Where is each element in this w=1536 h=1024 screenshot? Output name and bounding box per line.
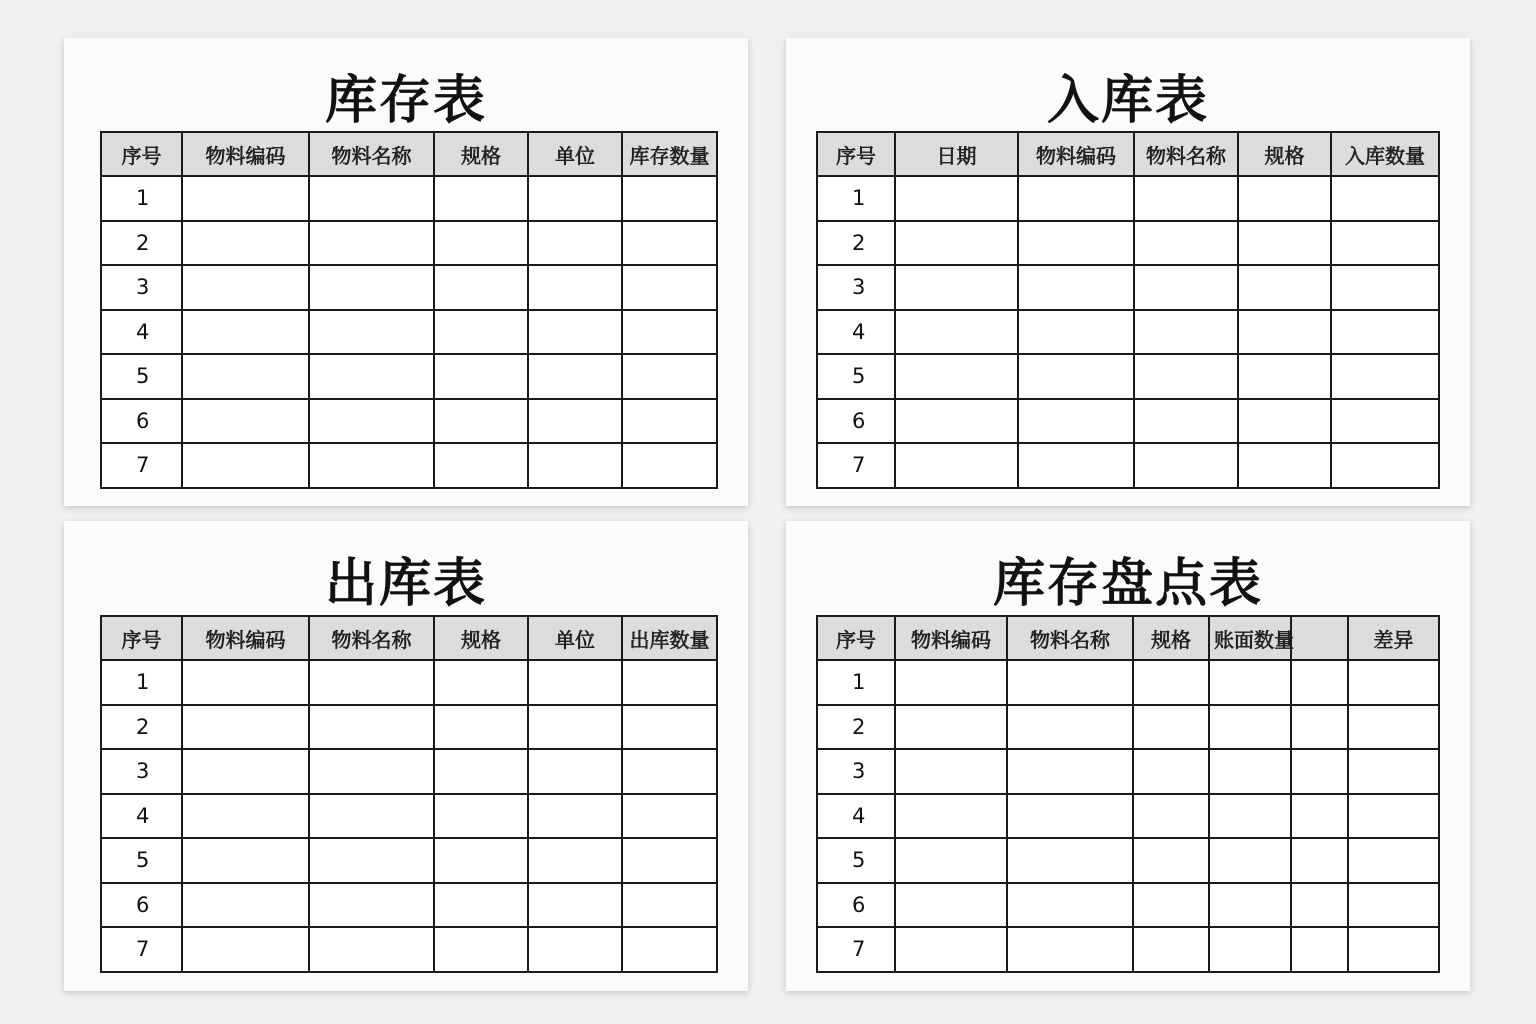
- table-cell[interactable]: [182, 354, 309, 399]
- table-row: [817, 399, 1439, 444]
- table-cell[interactable]: [895, 794, 1007, 839]
- table-row: [817, 794, 1439, 839]
- column-header: 物料编码: [182, 616, 309, 660]
- table-cell[interactable]: [528, 660, 622, 705]
- table-row: [101, 794, 717, 839]
- table-cell[interactable]: [1331, 443, 1439, 488]
- row-number: 5: [101, 838, 182, 883]
- table-cell[interactable]: [1348, 749, 1439, 794]
- table-cell[interactable]: [1291, 838, 1348, 883]
- table-cell[interactable]: [434, 794, 528, 839]
- table-cell[interactable]: [528, 794, 622, 839]
- stocktake-sheet: [786, 521, 1470, 991]
- sheet-title: 出库表: [324, 554, 487, 614]
- table-header-row: [817, 132, 1439, 176]
- row-number: 4: [817, 794, 895, 839]
- table-cell[interactable]: [1133, 749, 1209, 794]
- stock-in-sheet: [786, 38, 1470, 506]
- table-cell[interactable]: [622, 176, 717, 221]
- column-header: 单位: [528, 616, 622, 660]
- table-cell[interactable]: [309, 176, 434, 221]
- table-cell[interactable]: [182, 883, 309, 928]
- table-cell[interactable]: [1018, 176, 1134, 221]
- table-cell[interactable]: [895, 310, 1018, 355]
- table-cell[interactable]: [309, 221, 434, 266]
- table-cell[interactable]: [1209, 883, 1291, 928]
- table-row: [101, 310, 717, 355]
- stock-out-sheet: [64, 521, 748, 991]
- stock-out-table: [100, 615, 718, 973]
- table-row: [101, 749, 717, 794]
- table-cell[interactable]: [434, 749, 528, 794]
- table-cell[interactable]: [1133, 883, 1209, 928]
- inventory-sheet: [64, 38, 748, 506]
- table-cell[interactable]: [309, 749, 434, 794]
- column-header: 差异: [1348, 616, 1439, 660]
- table-cell[interactable]: [1018, 399, 1134, 444]
- table-row: [817, 265, 1439, 310]
- table-cell[interactable]: [528, 265, 622, 310]
- table-cell[interactable]: [309, 354, 434, 399]
- table-cell[interactable]: [528, 749, 622, 794]
- table-cell[interactable]: [1348, 794, 1439, 839]
- table-cell[interactable]: [622, 660, 717, 705]
- table-cell[interactable]: [1348, 838, 1439, 883]
- table-cell[interactable]: [1209, 794, 1291, 839]
- table-cell[interactable]: [182, 176, 309, 221]
- sheet-title: 入库表: [1046, 71, 1209, 131]
- table-cell[interactable]: [622, 838, 717, 883]
- table-cell[interactable]: [434, 443, 528, 488]
- table-cell[interactable]: [1238, 399, 1331, 444]
- table-cell[interactable]: [895, 399, 1018, 444]
- table-cell[interactable]: [1209, 660, 1291, 705]
- table-cell[interactable]: [1291, 794, 1348, 839]
- column-header: 序号: [101, 132, 182, 176]
- row-number: 2: [817, 705, 895, 750]
- row-number: 3: [101, 749, 182, 794]
- table-cell[interactable]: [1209, 705, 1291, 750]
- table-row: [817, 176, 1439, 221]
- column-header: 物料编码: [1018, 132, 1134, 176]
- table-cell[interactable]: [1331, 354, 1439, 399]
- column-header: 账面数量: [1209, 616, 1291, 660]
- column-header: 物料名称: [1007, 616, 1133, 660]
- table-cell[interactable]: [434, 927, 528, 972]
- table-row: [101, 883, 717, 928]
- row-number: 1: [101, 176, 182, 221]
- table-cell[interactable]: [309, 705, 434, 750]
- table-cell[interactable]: [622, 221, 717, 266]
- table-cell[interactable]: [1018, 443, 1134, 488]
- table-cell[interactable]: [1291, 705, 1348, 750]
- stocktake-table: [816, 615, 1440, 973]
- table-cell[interactable]: [1134, 221, 1238, 266]
- table-row: [101, 221, 717, 266]
- table-cell[interactable]: [1007, 705, 1133, 750]
- table-row: [817, 927, 1439, 972]
- table-cell[interactable]: [1238, 176, 1331, 221]
- table-row: [101, 660, 717, 705]
- table-cell[interactable]: [309, 794, 434, 839]
- row-number: 7: [817, 443, 895, 488]
- column-header: 序号: [817, 132, 895, 176]
- table-cell[interactable]: [1134, 399, 1238, 444]
- table-cell[interactable]: [622, 443, 717, 488]
- table-row: [817, 660, 1439, 705]
- table-cell[interactable]: [309, 265, 434, 310]
- table-cell[interactable]: [1331, 265, 1439, 310]
- table-cell[interactable]: [1291, 749, 1348, 794]
- table-cell[interactable]: [528, 399, 622, 444]
- table-cell[interactable]: [309, 883, 434, 928]
- table-cell[interactable]: [895, 883, 1007, 928]
- table-cell[interactable]: [1238, 265, 1331, 310]
- table-cell[interactable]: [1238, 354, 1331, 399]
- table-header-row: [101, 616, 717, 660]
- table-cell[interactable]: [434, 399, 528, 444]
- table-cell[interactable]: [309, 310, 434, 355]
- table-cell[interactable]: [1331, 310, 1439, 355]
- table-cell[interactable]: [895, 705, 1007, 750]
- table-cell[interactable]: [1291, 883, 1348, 928]
- table-cell[interactable]: [1007, 660, 1133, 705]
- table-cell[interactable]: [1133, 660, 1209, 705]
- table-cell[interactable]: [434, 265, 528, 310]
- row-number: 1: [817, 176, 895, 221]
- row-number: 3: [101, 265, 182, 310]
- table-cell[interactable]: [622, 749, 717, 794]
- table-cell[interactable]: [895, 176, 1018, 221]
- table-cell[interactable]: [528, 927, 622, 972]
- table-cell[interactable]: [434, 660, 528, 705]
- table-cell[interactable]: [895, 660, 1007, 705]
- table-cell[interactable]: [1134, 176, 1238, 221]
- row-number: 1: [817, 660, 895, 705]
- table-cell[interactable]: [622, 265, 717, 310]
- column-header: 物料名称: [309, 132, 434, 176]
- table-cell[interactable]: [434, 838, 528, 883]
- sheet-title: 库存盘点表: [992, 554, 1263, 614]
- table-cell[interactable]: [182, 705, 309, 750]
- table-cell[interactable]: [182, 794, 309, 839]
- table-cell[interactable]: [309, 399, 434, 444]
- table-cell[interactable]: [1238, 221, 1331, 266]
- table-cell[interactable]: [1018, 310, 1134, 355]
- column-header: 规格: [434, 616, 528, 660]
- table-cell[interactable]: [1018, 354, 1134, 399]
- table-cell[interactable]: [528, 221, 622, 266]
- table-cell[interactable]: [895, 443, 1018, 488]
- table-cell[interactable]: [1007, 927, 1133, 972]
- table-cell[interactable]: [1134, 354, 1238, 399]
- table-cell[interactable]: [309, 838, 434, 883]
- table-cell[interactable]: [1348, 705, 1439, 750]
- table-cell[interactable]: [1291, 660, 1348, 705]
- column-header: 日期: [895, 132, 1018, 176]
- table-cell[interactable]: [528, 838, 622, 883]
- row-number: 4: [101, 310, 182, 355]
- table-cell[interactable]: [1018, 221, 1134, 266]
- table-cell[interactable]: [182, 749, 309, 794]
- column-header: 入库数量: [1331, 132, 1439, 176]
- row-number: 4: [101, 794, 182, 839]
- table-cell[interactable]: [1209, 838, 1291, 883]
- table-row: [817, 705, 1439, 750]
- table-row: [101, 705, 717, 750]
- table-cell[interactable]: [182, 838, 309, 883]
- table-cell[interactable]: [622, 705, 717, 750]
- row-number: 2: [101, 221, 182, 266]
- table-cell[interactable]: [434, 310, 528, 355]
- column-header: 规格: [434, 132, 528, 176]
- row-number: 6: [101, 399, 182, 444]
- row-number: 6: [817, 399, 895, 444]
- table-row: [817, 838, 1439, 883]
- table-cell[interactable]: [895, 749, 1007, 794]
- row-number: 6: [101, 883, 182, 928]
- table-cell[interactable]: [1291, 927, 1348, 972]
- table-cell[interactable]: [182, 399, 309, 444]
- table-cell[interactable]: [622, 883, 717, 928]
- table-cell[interactable]: [182, 221, 309, 266]
- row-number: 7: [817, 927, 895, 972]
- row-number: 7: [101, 443, 182, 488]
- table-row: [101, 354, 717, 399]
- sheet-title: 库存表: [324, 71, 487, 131]
- table-cell[interactable]: [1348, 883, 1439, 928]
- column-header: 物料编码: [182, 132, 309, 176]
- table-cell[interactable]: [182, 265, 309, 310]
- table-cell[interactable]: [622, 399, 717, 444]
- column-header: 规格: [1133, 616, 1209, 660]
- row-number: 5: [817, 838, 895, 883]
- table-cell[interactable]: [434, 883, 528, 928]
- table-cell[interactable]: [182, 443, 309, 488]
- column-header: [1291, 616, 1348, 660]
- table-cell[interactable]: [309, 660, 434, 705]
- row-number: 4: [817, 310, 895, 355]
- table-cell[interactable]: [895, 354, 1018, 399]
- table-cell[interactable]: [622, 354, 717, 399]
- table-cell[interactable]: [528, 705, 622, 750]
- table-row: [101, 265, 717, 310]
- table-cell[interactable]: [622, 927, 717, 972]
- table-cell[interactable]: [1348, 927, 1439, 972]
- table-cell[interactable]: [1238, 443, 1331, 488]
- table-cell[interactable]: [1238, 310, 1331, 355]
- table-row: [101, 176, 717, 221]
- table-row: [101, 927, 717, 972]
- table-cell[interactable]: [1133, 705, 1209, 750]
- table-row: [101, 399, 717, 444]
- table-row: [817, 443, 1439, 488]
- column-header: 物料编码: [895, 616, 1007, 660]
- column-header: 出库数量: [622, 616, 717, 660]
- table-cell[interactable]: [528, 176, 622, 221]
- row-number: 5: [817, 354, 895, 399]
- table-cell[interactable]: [1133, 838, 1209, 883]
- table-row: [817, 354, 1439, 399]
- row-number: 3: [817, 749, 895, 794]
- table-cell[interactable]: [895, 265, 1018, 310]
- table-cell[interactable]: [528, 883, 622, 928]
- table-cell[interactable]: [434, 176, 528, 221]
- column-header: 物料名称: [309, 616, 434, 660]
- table-cell[interactable]: [1348, 660, 1439, 705]
- table-cell[interactable]: [895, 221, 1018, 266]
- inventory-table: [100, 131, 718, 489]
- table-cell[interactable]: [622, 310, 717, 355]
- table-cell[interactable]: [1133, 794, 1209, 839]
- table-cell[interactable]: [182, 310, 309, 355]
- table-cell[interactable]: [1134, 310, 1238, 355]
- row-number: 2: [101, 705, 182, 750]
- table-cell[interactable]: [309, 927, 434, 972]
- table-cell[interactable]: [1018, 265, 1134, 310]
- table-cell[interactable]: [528, 310, 622, 355]
- table-cell[interactable]: [182, 927, 309, 972]
- table-cell[interactable]: [1209, 749, 1291, 794]
- table-header-row: [101, 132, 717, 176]
- table-cell[interactable]: [434, 221, 528, 266]
- table-cell[interactable]: [1007, 838, 1133, 883]
- table-cell[interactable]: [1331, 176, 1439, 221]
- stock-in-table: [816, 131, 1440, 489]
- table-cell[interactable]: [895, 838, 1007, 883]
- table-row: [101, 443, 717, 488]
- table-cell[interactable]: [182, 660, 309, 705]
- table-cell[interactable]: [1331, 399, 1439, 444]
- table-row: [817, 310, 1439, 355]
- table-cell[interactable]: [434, 354, 528, 399]
- table-cell[interactable]: [309, 443, 434, 488]
- row-number: 5: [101, 354, 182, 399]
- table-cell[interactable]: [1007, 794, 1133, 839]
- table-cell[interactable]: [1134, 443, 1238, 488]
- table-cell[interactable]: [1209, 927, 1291, 972]
- column-header: 序号: [101, 616, 182, 660]
- column-header: 单位: [528, 132, 622, 176]
- table-cell[interactable]: [1134, 265, 1238, 310]
- row-number: 7: [101, 927, 182, 972]
- column-header: 规格: [1238, 132, 1331, 176]
- table-cell[interactable]: [1331, 221, 1439, 266]
- table-cell[interactable]: [1133, 927, 1209, 972]
- table-cell[interactable]: [895, 927, 1007, 972]
- table-header-row: [817, 616, 1439, 660]
- table-cell[interactable]: [1007, 749, 1133, 794]
- table-cell[interactable]: [1007, 883, 1133, 928]
- table-cell[interactable]: [528, 443, 622, 488]
- table-cell[interactable]: [528, 354, 622, 399]
- table-row: [817, 749, 1439, 794]
- table-cell[interactable]: [434, 705, 528, 750]
- column-header: 序号: [817, 616, 895, 660]
- row-number: 2: [817, 221, 895, 266]
- column-header: 库存数量: [622, 132, 717, 176]
- table-row: [817, 221, 1439, 266]
- row-number: 3: [817, 265, 895, 310]
- table-row: [101, 838, 717, 883]
- table-row: [817, 883, 1439, 928]
- row-number: 1: [101, 660, 182, 705]
- column-header: 物料名称: [1134, 132, 1238, 176]
- row-number: 6: [817, 883, 895, 928]
- table-cell[interactable]: [622, 794, 717, 839]
